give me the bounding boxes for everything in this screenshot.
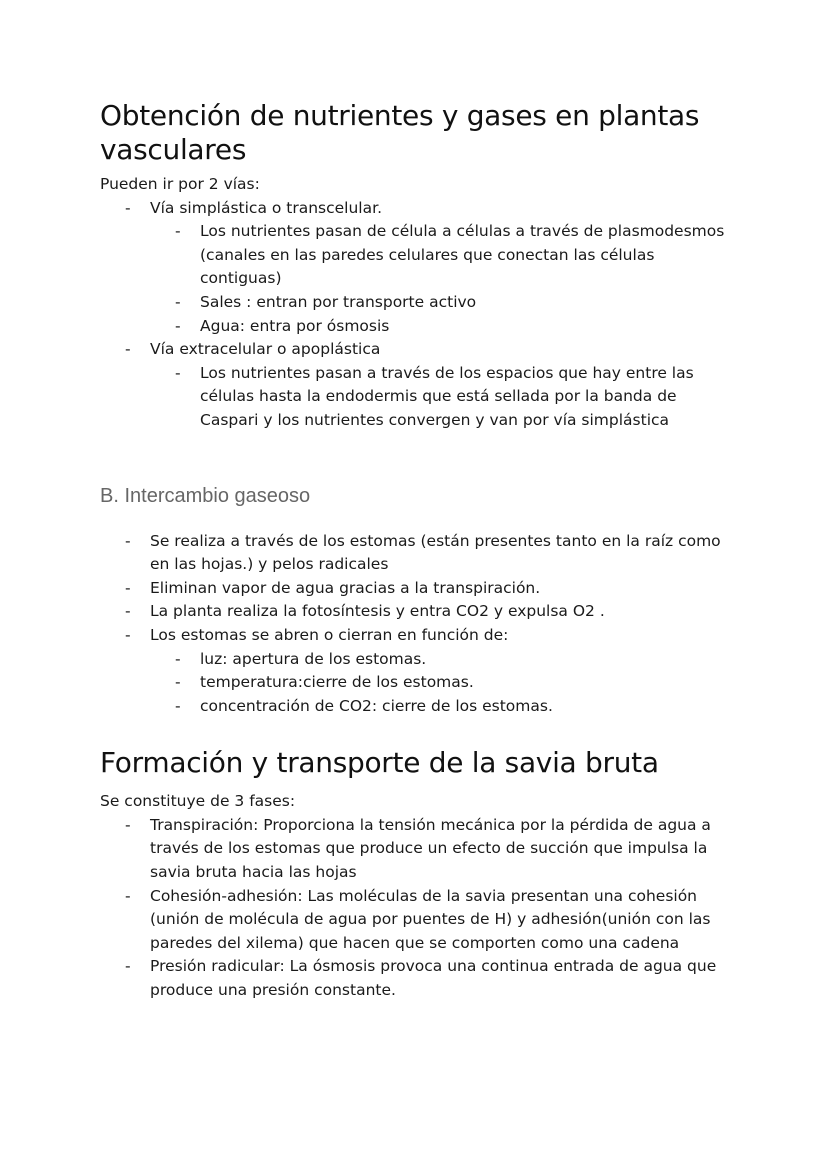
list-vias (100, 197, 730, 433)
bullet-dash: - (125, 531, 131, 550)
section-intro: Se constituye de 3 fases: (100, 792, 296, 811)
list-item-text: concentración de CO2: cierre de los estomas. (200, 696, 553, 715)
section-title-savia: Formación y transporte de la savia bruta (100, 746, 659, 780)
list-item-text: Se realiza a través de los estomas (están presentes tanto en la raíz como en las hojas.) y pelos radicales (150, 531, 721, 574)
bullet-dash: - (125, 602, 131, 621)
list-item (100, 624, 730, 648)
bullet-dash: - (125, 340, 131, 359)
bullet-dash: - (175, 292, 181, 311)
list-item-text: Cohesión-adhesión: Las moléculas de la savia presentan una cohesión (unión de molécula de agua por puentes de H) y adhesión(unión con las paredes del xilema) que hacen que se comporten como una cadena (150, 886, 711, 952)
bullet-dash: - (125, 815, 131, 834)
list-item-text: luz: apertura de los estomas. (200, 649, 427, 668)
list-item (100, 362, 730, 433)
list-item-text: Los nutrientes pasan de célula a células a través de plasmodesmos (canales en las paredes celulares que conectan las células contiguas) (200, 222, 725, 288)
list-item-text: Sales : entran por transporte activo (200, 292, 477, 311)
section-title-nutrientes: Obtención de nutrientes y gases en plantas vasculares (100, 99, 700, 166)
bullet-dash: - (175, 649, 181, 668)
list-item-text: La planta realiza la fotosíntesis y entra CO2 y expulsa O2 . (150, 602, 605, 621)
document-page (100, 0, 730, 1003)
list-item-text: Vía simplástica o transcelular. (150, 198, 382, 217)
list-item-text: Vía extracelular o apoplástica (150, 340, 381, 359)
list-item (100, 648, 730, 672)
bullet-dash: - (125, 198, 131, 217)
list-item (100, 955, 730, 1002)
list-item (100, 220, 730, 291)
list-item-text: Presión radicular: La ósmosis provoca una continua entrada de agua que produce una presión constante. (150, 957, 717, 1000)
list-item-text: Eliminan vapor de agua gracias a la transpiración. (150, 578, 541, 597)
list-item (100, 671, 730, 695)
list-item-text: Los nutrientes pasan a través de los espacios que hay entre las células hasta la endodermis que está sellada por la banda de Caspari y los nutrientes convergen y van por vía simplástica (200, 363, 694, 429)
list-item (100, 814, 730, 885)
list-item-text: Agua: entra por ósmosis (200, 316, 390, 335)
list-item (100, 530, 730, 577)
section-title-intercambio: B. Intercambio gaseoso (100, 484, 311, 507)
bullet-dash: - (175, 316, 181, 335)
list-item (100, 315, 730, 339)
list-item (100, 600, 730, 624)
list-item (100, 197, 730, 221)
list-item (100, 695, 730, 719)
bullet-dash: - (125, 578, 131, 597)
bullet-dash: - (175, 696, 181, 715)
list-item-text: Los estomas se abren o cierran en función de: (150, 625, 509, 644)
bullet-dash: - (175, 363, 181, 382)
bullet-dash: - (125, 957, 131, 976)
list-item (100, 338, 730, 362)
list-item (100, 291, 730, 315)
list-item-text: temperatura:cierre de los estomas. (200, 673, 474, 692)
list-item (100, 577, 730, 601)
section-intro: Pueden ir por 2 vías: (100, 175, 260, 193)
list-fases (100, 814, 730, 1003)
bullet-dash: - (175, 222, 181, 241)
list-item (100, 885, 730, 956)
bullet-dash: - (125, 625, 131, 644)
bullet-dash: - (175, 673, 181, 692)
list-item-text: Transpiración: Proporciona la tensión mecánica por la pérdida de agua a través de los estomas que produce un efecto de succión que impulsa la savia bruta hacia las hojas (150, 815, 711, 882)
list-intercambio (100, 530, 730, 719)
bullet-dash: - (125, 886, 131, 905)
